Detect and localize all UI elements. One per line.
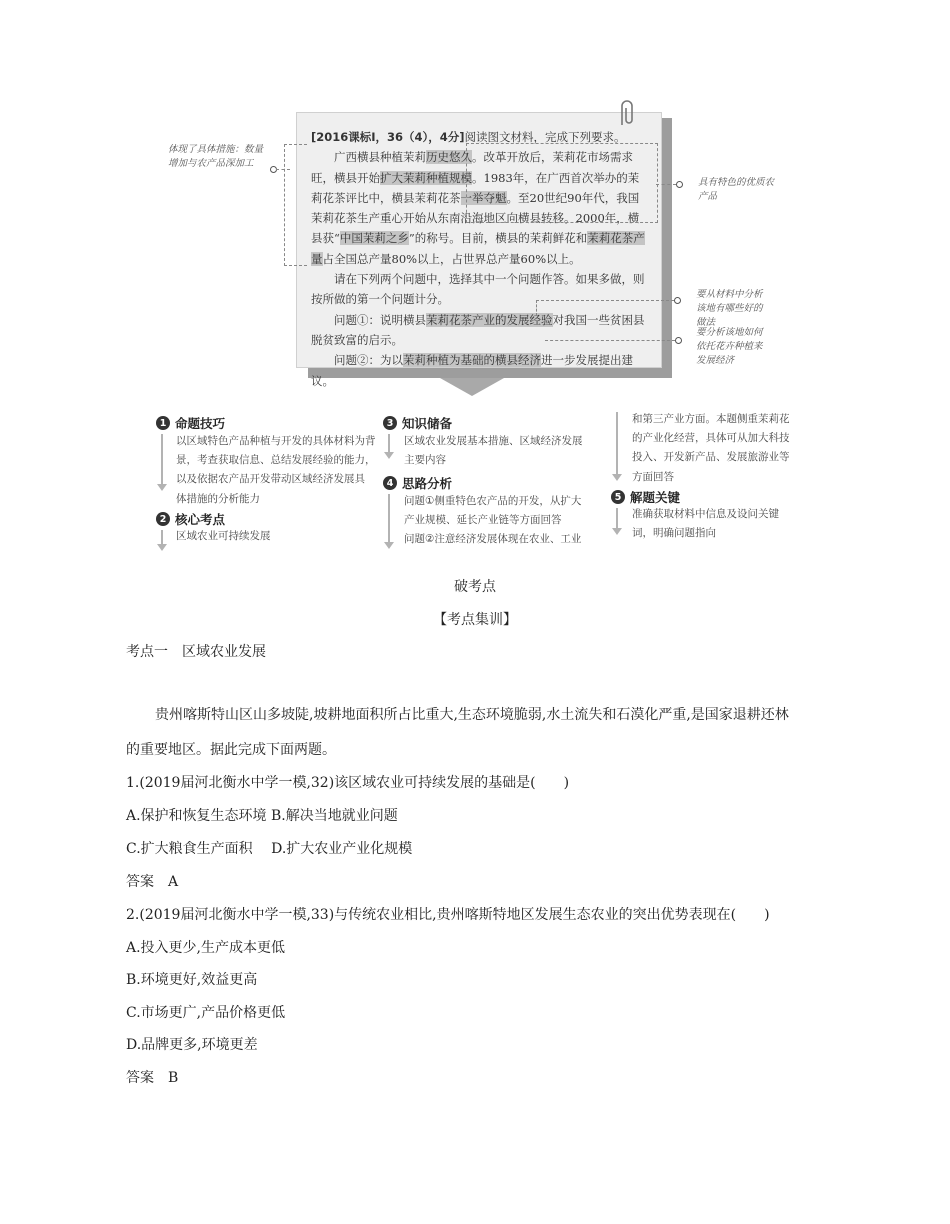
arrow-down-icon — [157, 484, 167, 491]
text-line: 体措施的分析能力 — [176, 492, 260, 505]
down-triangle-icon — [440, 378, 504, 396]
step-number-badge: 5 — [611, 490, 625, 504]
arrow-line — [616, 508, 618, 528]
text-line: 准确获取材料中信息及设问关键 — [632, 508, 779, 520]
text-span: 占全国总产量80%以上，占世界总产量60%以上。 — [322, 251, 581, 266]
arrow-line — [161, 434, 163, 484]
text-line: 以及依据农产品开发带动区域经济发展具 — [176, 473, 365, 486]
question-1-stem: 1.(2019届河北衡水中学一模,32)该区域农业可持续发展的基础是( ) — [126, 775, 570, 791]
arrow-down-icon — [612, 474, 622, 481]
intro-line-1: 贵州喀斯特山区山多坡陡,坡耕地面积所占比重大,生态环境脆弱,水土流失和石漠化严重,是国家退耕还林 — [155, 707, 789, 723]
question-2-stem: 2.(2019届河北衡水中学一模,33)与传统农业相比,贵州喀斯特地区发展生态农业的突出优势表现在( ) — [126, 907, 770, 923]
text-line: 产业规模、延长产业链等方面回答 — [404, 514, 562, 527]
leader-line — [536, 300, 674, 301]
text-span: ”的称号。目前，横县的茉莉鲜花和 — [408, 231, 588, 246]
text-line: 主要内容 — [404, 454, 446, 467]
kaodian-heading: 考点一 区域农业发展 — [126, 644, 266, 660]
highlight: 茉莉种植为基础的横县经济 — [403, 353, 541, 368]
leader-line — [545, 340, 675, 341]
highlight: 一举夺魁 — [460, 190, 507, 205]
step-title: 核心考点 — [175, 512, 226, 527]
step-4-text — [404, 492, 581, 550]
instruction-paragraph: 请在下列两个问题中，选择其中一个问题作答。如果多做，则按所做的第一个问题计分。 — [311, 272, 645, 307]
step-number-badge: 3 — [383, 416, 397, 430]
question-2-option-c: C.市场更广,产品价格更低 — [126, 1005, 286, 1021]
highlight: 历史悠久 — [426, 150, 472, 165]
step-5-heading — [611, 488, 680, 506]
text-line: 以区域特色产品种植与开发的具体材料为背 — [176, 435, 376, 447]
step-3-heading — [383, 414, 452, 432]
leader-line — [536, 300, 537, 316]
step-title: 解题关键 — [630, 490, 681, 505]
step-1-heading — [156, 414, 225, 432]
arrow-down-icon — [157, 544, 167, 551]
annotation-right-3: 要分析该地如何依托花卉种植来发展经济 — [696, 327, 763, 366]
question-2-option-b: B.环境更好,效益更高 — [126, 972, 258, 988]
annotation-dot — [674, 297, 681, 304]
subsection-title: 【考点集训】 — [433, 612, 517, 628]
text-line: 的产业化经营，具体可从加大科技 — [632, 432, 790, 445]
arrow-down-icon — [612, 528, 622, 535]
step-1-text — [176, 432, 376, 509]
step-title: 知识储备 — [402, 416, 453, 431]
question-2-option-d: D.品牌更多,环境更差 — [126, 1037, 258, 1053]
step-4-heading — [383, 474, 452, 492]
text-span: 对我国一些贫困县脱贫致富的启示。 — [311, 312, 645, 347]
answer-1: 答案 A — [126, 874, 179, 890]
text-span: 。1983年，在广西首次举办的茉莉花茶评比中，横县茉莉花茶 — [311, 170, 640, 205]
step-number-badge: 2 — [156, 512, 170, 526]
text-span: 。改革开放后，茉莉花市场需求旺，横县开始 — [311, 150, 633, 185]
step-title: 思路分析 — [402, 476, 453, 491]
text-line: 词，明确问题指向 — [632, 527, 716, 540]
arrow-line — [388, 434, 390, 452]
bracket-right — [466, 143, 658, 223]
text-line: 区域农业发展基本措施、区域经济发展 — [404, 435, 583, 447]
question-1-options-cd: C.扩大粮食生产面积 D.扩大农业产业化规模 — [126, 841, 413, 857]
question-2-option-a: A.投入更少,生产成本更低 — [126, 940, 286, 956]
text-line: 问题①侧重特色农产品的开发，从扩大 — [404, 495, 582, 507]
leader-line — [276, 169, 290, 170]
annotation-dot — [676, 181, 683, 188]
text-span: 进一步发展提出建议。 — [311, 353, 633, 388]
answer-2: 答案 B — [126, 1070, 179, 1086]
highlight: 茉莉花茶产业的发展经验 — [426, 312, 553, 327]
text-span: 。至20世纪90年代，我国茉莉花茶生产重心开始从东南沿海地区向横县转移。2000年，横县获“ — [311, 190, 640, 246]
arrow-down-icon — [384, 542, 394, 549]
arrow-line — [616, 412, 618, 474]
section-title: 破考点 — [454, 579, 496, 595]
step-5-text — [632, 505, 779, 543]
question-1 — [311, 310, 649, 351]
text-span: 问题②：为以 — [334, 353, 403, 368]
text-line: 方面回答 — [632, 470, 674, 483]
text-span: 广西横县种植茉莉 — [334, 150, 426, 165]
step-title: 命题技巧 — [175, 416, 226, 431]
step-number-badge: 4 — [383, 476, 397, 490]
text-line: 问题②注意经济发展体现在农业、工业 — [404, 533, 582, 546]
step-2-text — [176, 527, 271, 546]
highlight: 茉莉花茶产量 — [311, 231, 645, 266]
question-instruction: 阅读图文材料，完成下列要求。 — [464, 130, 626, 144]
text-line: 和第三产业方面。本题侧重茉莉花 — [632, 413, 790, 425]
annotation-dot — [675, 337, 682, 344]
text-line: 景，考查获取信息、总结发展经验的能力， — [176, 454, 376, 467]
bracket-left — [284, 144, 307, 266]
step-4-text-continued — [632, 410, 790, 487]
intro-line-2: 的重要地区。据此完成下面两题。 — [126, 742, 336, 758]
annotation-right-1: 具有特色的优质农产品 — [698, 177, 775, 202]
text-line: 投入、开发新产品、发展旅游业等 — [632, 451, 790, 464]
question-source: [2016课标Ⅰ，36（4），4分] — [311, 130, 465, 144]
arrow-line — [388, 494, 390, 542]
annotation-left: 体现了具体措施：数量增加与农产品深加工 — [168, 144, 264, 169]
arrow-line — [161, 530, 163, 544]
leader-line — [656, 184, 676, 185]
highlight: 中国茉莉之乡 — [339, 231, 409, 246]
arrow-down-icon — [384, 452, 394, 459]
step-3-text — [404, 432, 583, 470]
step-2-heading — [156, 510, 225, 528]
paperclip-icon — [616, 98, 638, 128]
text-span: 问题①：说明横县 — [334, 312, 426, 327]
question-1-options-ab: A.保护和恢复生态环境 B.解决当地就业问题 — [126, 808, 398, 824]
step-number-badge: 1 — [156, 416, 170, 430]
highlight: 扩大茉莉种植规模 — [380, 170, 472, 185]
text-line: 区域农业可持续发展 — [176, 530, 271, 542]
annotation-right-2: 要从材料中分析该地有哪些好的做法 — [696, 289, 763, 328]
